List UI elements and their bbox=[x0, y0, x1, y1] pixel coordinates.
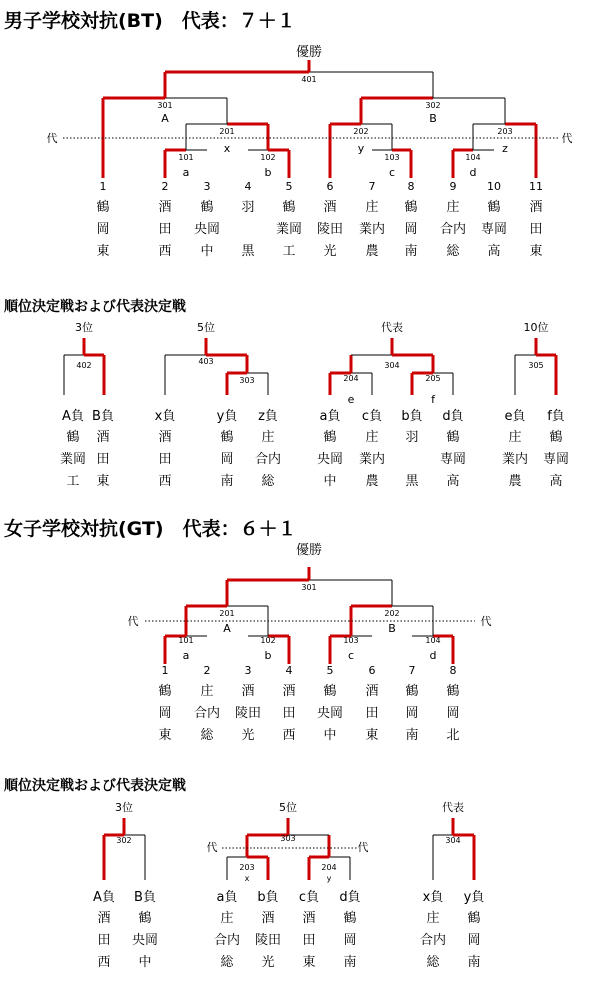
school-name-1: 鶴 bbox=[467, 911, 481, 926]
champion-label: 優勝 bbox=[295, 543, 323, 558]
school-name-3: 工 bbox=[66, 474, 80, 489]
school-name-2: 田 bbox=[365, 706, 379, 721]
group-label: a bbox=[182, 166, 190, 179]
team-seed: 8 bbox=[449, 664, 457, 677]
school-name-3: 高 bbox=[487, 244, 501, 259]
school-name-3: 北 bbox=[446, 728, 460, 743]
qualify-label-right: 代 bbox=[357, 841, 369, 854]
group-label: c bbox=[388, 166, 396, 179]
match-number: 204 bbox=[343, 374, 359, 383]
team-seed: 10 bbox=[487, 180, 501, 193]
school-name-3: 総 bbox=[426, 955, 440, 970]
place-header: 3位 bbox=[115, 801, 133, 814]
school-name-1: 酒 bbox=[158, 430, 172, 445]
school-name-2: 業岡 bbox=[59, 452, 87, 467]
school-name-1: 庄 bbox=[220, 911, 234, 926]
match-number: 304 bbox=[384, 361, 400, 370]
school-name-1: 庄 bbox=[508, 430, 522, 445]
school-name-2: 田 bbox=[97, 933, 111, 948]
school-name-3: 東 bbox=[302, 955, 316, 970]
group-label: d bbox=[429, 649, 437, 662]
school-name-3: 南 bbox=[405, 728, 419, 743]
school-name-2: 岡 bbox=[220, 452, 234, 467]
girls-title: 女子学校対抗(GT) 代表：６＋１ bbox=[4, 518, 297, 540]
team-label: d負 bbox=[442, 409, 464, 424]
team-seed: 3 bbox=[203, 180, 211, 193]
team-label: c負 bbox=[298, 890, 320, 905]
school-name-3: 農 bbox=[365, 244, 379, 259]
team-seed: 1 bbox=[99, 180, 107, 193]
boys-title: 男子学校対抗(BT) 代表：７＋１ bbox=[4, 10, 296, 32]
group-label: e bbox=[347, 393, 355, 406]
team-label: x負 bbox=[422, 890, 444, 905]
school-name-3: 農 bbox=[508, 474, 522, 489]
match-number: 201 bbox=[219, 127, 235, 136]
match-number: 202 bbox=[353, 127, 369, 136]
match-number: 303 bbox=[239, 376, 255, 385]
school-name-3: 東 bbox=[158, 728, 172, 743]
school-name-1: 庄 bbox=[200, 684, 214, 699]
group-label: B bbox=[429, 112, 437, 125]
school-name-2: 田 bbox=[158, 452, 172, 467]
team-seed: 1 bbox=[161, 664, 169, 677]
team-seed: 6 bbox=[368, 664, 376, 677]
team-label: B負 bbox=[92, 409, 114, 424]
school-name-1: 鶴 bbox=[282, 200, 296, 215]
team-label: b負 bbox=[257, 890, 279, 905]
school-name-2: 陵田 bbox=[316, 222, 344, 237]
school-name-2: 合内 bbox=[254, 452, 282, 467]
school-name-3: 総 bbox=[200, 728, 214, 743]
school-name-1: 庄 bbox=[365, 200, 379, 215]
school-name-2: 岡 bbox=[467, 933, 481, 948]
school-name-1: 羽 bbox=[405, 430, 419, 445]
place-header: 代表 bbox=[442, 801, 464, 814]
team-seed: 2 bbox=[203, 664, 211, 677]
team-seed: 7 bbox=[408, 664, 416, 677]
qualify-label-right: 代 bbox=[561, 132, 573, 145]
school-name-1: 鶴 bbox=[404, 200, 418, 215]
place-header: 10位 bbox=[523, 321, 549, 334]
school-name-2: 合内 bbox=[419, 933, 447, 948]
match-number: 305 bbox=[528, 361, 544, 370]
qualify-label-right: 代 bbox=[480, 615, 492, 628]
team-seed: 4 bbox=[285, 664, 293, 677]
school-name-2: 陵田 bbox=[234, 706, 262, 721]
school-name-3: 西 bbox=[97, 955, 111, 970]
match-number: 202 bbox=[384, 609, 400, 618]
school-name-1: 鶴 bbox=[323, 430, 337, 445]
team-label: b負 bbox=[401, 409, 423, 424]
team-label: A負 bbox=[93, 890, 115, 905]
school-name-2: 田 bbox=[529, 222, 543, 237]
qualify-label-left: 代 bbox=[127, 615, 139, 628]
group-label: A bbox=[223, 622, 231, 635]
school-name-2: 合内 bbox=[439, 222, 467, 237]
match-number: 403 bbox=[198, 357, 214, 366]
school-name-2: 合内 bbox=[213, 933, 241, 948]
team-label: y負 bbox=[216, 409, 238, 424]
school-name-2: 岡 bbox=[404, 222, 418, 237]
school-name-3: 西 bbox=[158, 244, 172, 259]
school-name-2: 業岡 bbox=[275, 222, 303, 237]
school-name-2: 業内 bbox=[358, 452, 386, 467]
school-name-2: 央岡 bbox=[193, 222, 221, 237]
match-number: 102 bbox=[260, 153, 276, 162]
place-header: 代表 bbox=[381, 321, 403, 334]
group-label: y bbox=[326, 874, 332, 883]
school-name-2: 岡 bbox=[158, 706, 172, 721]
school-name-1: 酒 bbox=[323, 200, 337, 215]
match-number: 205 bbox=[425, 374, 441, 383]
school-name-3: 中 bbox=[323, 474, 337, 489]
team-label: a負 bbox=[319, 409, 341, 424]
school-name-1: 鶴 bbox=[549, 430, 563, 445]
group-label: A bbox=[161, 112, 169, 125]
school-name-3: 南 bbox=[404, 244, 418, 259]
place-header: 3位 bbox=[75, 321, 93, 334]
team-seed: 3 bbox=[244, 664, 252, 677]
team-label: e負 bbox=[504, 409, 526, 424]
school-name-1: 酒 bbox=[365, 684, 379, 699]
team-seed: 5 bbox=[285, 180, 293, 193]
group-label: c bbox=[347, 649, 355, 662]
qualify-label-left: 代 bbox=[46, 132, 58, 145]
team-seed: 5 bbox=[326, 664, 334, 677]
place-header: 5位 bbox=[197, 321, 215, 334]
school-name-2: 合内 bbox=[193, 706, 221, 721]
school-name-2: 田 bbox=[158, 222, 172, 237]
place-header: 5位 bbox=[279, 801, 297, 814]
school-name-1: 鶴 bbox=[487, 200, 501, 215]
school-name-1: 鶴 bbox=[66, 430, 80, 445]
school-name-3: 総 bbox=[446, 244, 460, 259]
qualify-label-left: 代 bbox=[206, 841, 218, 854]
school-name-1: 酒 bbox=[261, 911, 275, 926]
school-name-3: 高 bbox=[549, 474, 563, 489]
school-name-2: 岡 bbox=[96, 222, 110, 237]
school-name-3: 西 bbox=[282, 728, 296, 743]
group-label: x bbox=[223, 142, 231, 155]
team-seed: 2 bbox=[161, 180, 169, 193]
team-label: y負 bbox=[463, 890, 485, 905]
school-name-3: 西 bbox=[158, 474, 172, 489]
school-name-1: 鶴 bbox=[446, 430, 460, 445]
group-label: x bbox=[244, 874, 250, 883]
school-name-3: 東 bbox=[529, 244, 543, 259]
team-seed: 6 bbox=[326, 180, 334, 193]
team-label: A負 bbox=[62, 409, 84, 424]
school-name-3: 黒 bbox=[405, 474, 419, 489]
school-name-3: 黒 bbox=[241, 244, 255, 259]
school-name-2: 田 bbox=[96, 452, 110, 467]
match-number: 204 bbox=[321, 863, 337, 872]
school-name-1: 酒 bbox=[529, 200, 543, 215]
school-name-2: 専岡 bbox=[542, 452, 570, 467]
match-number: 103 bbox=[343, 636, 359, 645]
match-number: 402 bbox=[76, 361, 92, 370]
school-name-1: 酒 bbox=[282, 684, 296, 699]
team-label: d負 bbox=[339, 890, 361, 905]
match-number: 304 bbox=[445, 836, 461, 845]
group-label: d bbox=[469, 166, 477, 179]
school-name-1: 庄 bbox=[365, 430, 379, 445]
school-name-1: 酒 bbox=[158, 200, 172, 215]
school-name-3: 総 bbox=[220, 955, 234, 970]
school-name-1: 鶴 bbox=[405, 684, 419, 699]
school-name-3: 農 bbox=[365, 474, 379, 489]
school-name-3: 総 bbox=[261, 474, 275, 489]
school-name-3: 中 bbox=[200, 244, 214, 259]
school-name-3: 高 bbox=[446, 474, 460, 489]
group-label: z bbox=[502, 142, 508, 155]
school-name-2: 田 bbox=[302, 933, 316, 948]
match-number: 203 bbox=[497, 127, 513, 136]
match-number: 401 bbox=[301, 75, 317, 84]
school-name-3: 中 bbox=[138, 955, 152, 970]
match-number: 102 bbox=[260, 636, 276, 645]
team-label: x負 bbox=[154, 409, 176, 424]
team-label: a負 bbox=[216, 890, 238, 905]
school-name-2: 央岡 bbox=[316, 452, 344, 467]
school-name-2: 央岡 bbox=[131, 933, 159, 948]
school-name-3: 東 bbox=[96, 474, 110, 489]
school-name-3: 工 bbox=[282, 244, 296, 259]
group-label: b bbox=[264, 649, 272, 662]
school-name-1: 庄 bbox=[261, 430, 275, 445]
school-name-1: 鶴 bbox=[138, 911, 152, 926]
school-name-2: 専岡 bbox=[439, 452, 467, 467]
school-name-1: 酒 bbox=[97, 911, 111, 926]
school-name-2: 陵田 bbox=[254, 933, 282, 948]
group-label: y bbox=[357, 142, 365, 155]
school-name-2: 業内 bbox=[501, 452, 529, 467]
school-name-2: 業内 bbox=[358, 222, 386, 237]
match-number: 104 bbox=[465, 153, 481, 162]
match-number: 302 bbox=[116, 836, 132, 845]
match-number: 201 bbox=[219, 609, 235, 618]
school-name-2: 専岡 bbox=[480, 222, 508, 237]
match-number: 203 bbox=[239, 863, 255, 872]
school-name-3: 南 bbox=[467, 955, 481, 970]
team-seed: 11 bbox=[529, 180, 543, 193]
match-number: 104 bbox=[425, 636, 441, 645]
school-name-2: 岡 bbox=[343, 933, 357, 948]
school-name-3: 東 bbox=[96, 244, 110, 259]
team-label: B負 bbox=[134, 890, 156, 905]
school-name-1: 庄 bbox=[426, 911, 440, 926]
team-label: f負 bbox=[547, 409, 565, 424]
match-number: 301 bbox=[301, 583, 317, 592]
boys-playoff-title: 順位決定戦および代表決定戦 bbox=[4, 299, 186, 315]
team-seed: 8 bbox=[407, 180, 415, 193]
school-name-2: 岡 bbox=[446, 706, 460, 721]
school-name-2: 岡 bbox=[405, 706, 419, 721]
team-seed: 7 bbox=[368, 180, 376, 193]
group-label: b bbox=[264, 166, 272, 179]
team-label: z負 bbox=[258, 409, 278, 424]
school-name-2: 田 bbox=[282, 706, 296, 721]
team-seed: 4 bbox=[244, 180, 252, 193]
school-name-1: 羽 bbox=[241, 200, 255, 215]
team-seed: 9 bbox=[449, 180, 457, 193]
school-name-3: 光 bbox=[261, 955, 275, 970]
school-name-1: 鶴 bbox=[220, 430, 234, 445]
match-number: 303 bbox=[280, 834, 296, 843]
school-name-1: 鶴 bbox=[323, 684, 337, 699]
match-number: 302 bbox=[425, 101, 441, 110]
match-number: 103 bbox=[384, 153, 400, 162]
school-name-1: 庄 bbox=[446, 200, 460, 215]
school-name-1: 鶴 bbox=[343, 911, 357, 926]
school-name-1: 酒 bbox=[302, 911, 316, 926]
girls-playoff-title: 順位決定戦および代表決定戦 bbox=[4, 778, 186, 794]
group-label: B bbox=[388, 622, 396, 635]
group-label: a bbox=[182, 649, 190, 662]
match-number: 101 bbox=[178, 153, 194, 162]
team-label: c負 bbox=[361, 409, 383, 424]
school-name-3: 南 bbox=[220, 474, 234, 489]
champion-label: 優勝 bbox=[295, 45, 323, 60]
school-name-1: 酒 bbox=[241, 684, 255, 699]
school-name-3: 南 bbox=[343, 955, 357, 970]
match-number: 301 bbox=[157, 101, 173, 110]
school-name-1: 鶴 bbox=[200, 200, 214, 215]
school-name-1: 鶴 bbox=[158, 684, 172, 699]
school-name-1: 鶴 bbox=[96, 200, 110, 215]
school-name-3: 光 bbox=[241, 728, 255, 743]
school-name-1: 酒 bbox=[96, 430, 110, 445]
school-name-3: 光 bbox=[323, 244, 337, 259]
school-name-1: 鶴 bbox=[446, 684, 460, 699]
school-name-2: 央岡 bbox=[316, 706, 344, 721]
school-name-3: 中 bbox=[323, 728, 337, 743]
match-number: 101 bbox=[178, 636, 194, 645]
school-name-3: 東 bbox=[365, 728, 379, 743]
group-label: f bbox=[431, 393, 435, 406]
